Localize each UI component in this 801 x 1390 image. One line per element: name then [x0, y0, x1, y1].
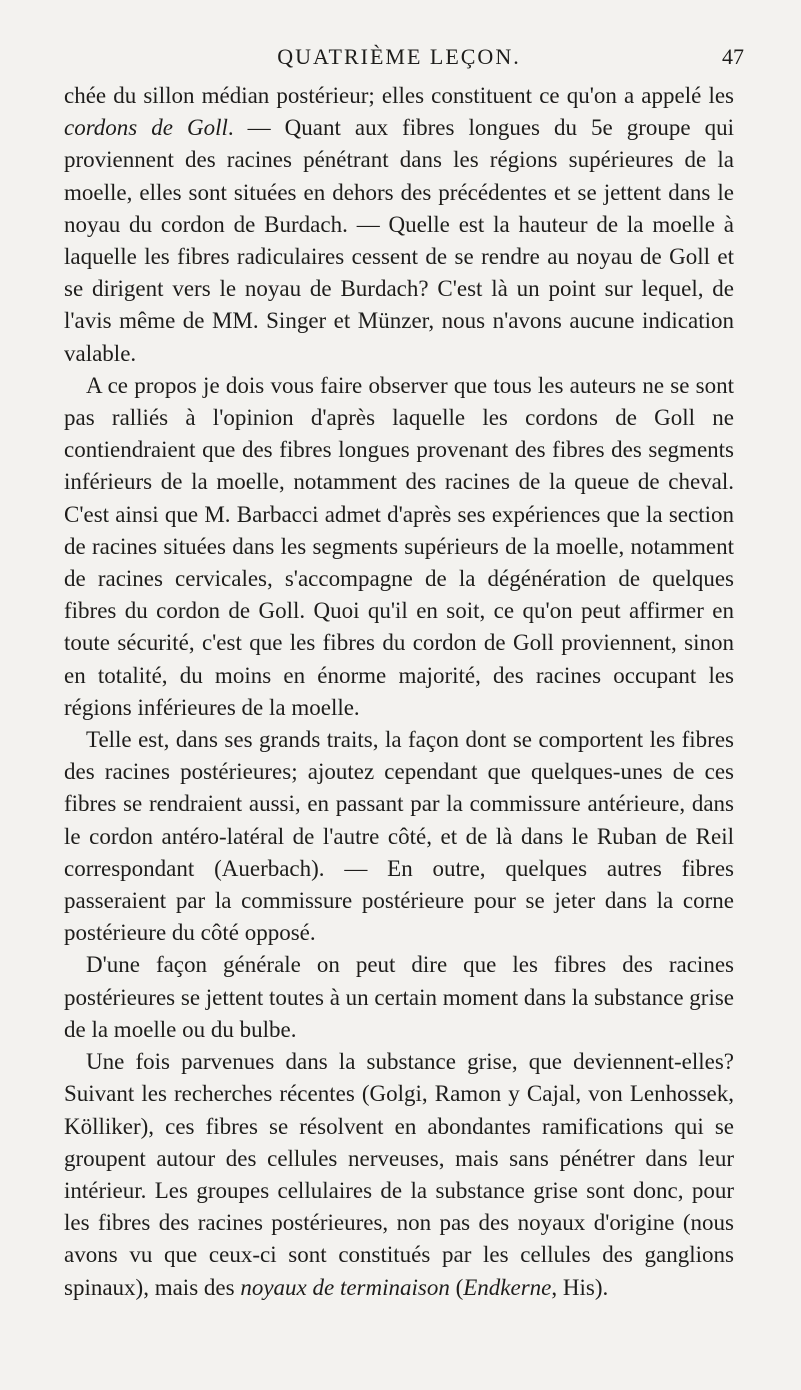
- italic-term-cordons-de-goll: cordons de Goll: [64, 115, 228, 141]
- paragraph-5-text-a: Une fois parvenues dans la substance grise, que deviennent-elles? Suivant les recherches récentes (Golgi, Ramon y Cajal, von Lenhossek, Kölliker), ces fibres se résolvent en abondantes ramifications qui se groupent autour des cellules nerveuses, mais sans pénétrer dans leur intérieur. Les groupes cellulaires de la substance grise sont donc, pour les fibres des racines postérieures, non pas des noyaux d'origine (nous avons vu que ceux-ci sont constitués par les cellules des ganglions spinaux), mais des: [64, 1049, 734, 1300]
- paragraph-5: [64, 1046, 734, 1304]
- paragraph-5-text-c: (: [449, 1274, 464, 1300]
- paragraph-1-text-a: chée du sillon médian postérieur; elles constituent ce qu'on a appelé les: [64, 83, 734, 108]
- page-number: 47: [722, 44, 744, 69]
- paragraph-4: D'une façon générale on peut dire que les fibres des racines postérieures se jettent toutes à un certain moment dans la substance grise de la moelle ou du bulbe.: [64, 952, 734, 1042]
- paragraph-5-text-e: , His).: [551, 1274, 609, 1300]
- body-text: [64, 80, 734, 1304]
- page-header: [64, 44, 744, 76]
- paragraph-1: [64, 80, 734, 370]
- italic-term-noyaux-de-terminaison: noyaux de terminaison: [240, 1274, 450, 1300]
- paragraph-2: A ce propos je dois vous faire observer que tous les auteurs ne se sont pas ralliés à l'opinion d'après laquelle les cordons de Goll ne contiendraient que des fibres longues provenant des fibres des segments inférieurs de la moelle, notamment des racines de la queue de cheval. C'est ainsi que M. Barbacci admet d'après ses expériences que la section de racines situées dans les segments supérieurs de la moelle, notamment de racines cervicales, s'accompagne de la dégénération de quelques fibres du cordon de Goll. Quoi qu'il en soit, ce qu'on peut affirmer en toute sécurité, c'est que les fibres du cordon de Goll proviennent, sinon en totalité, du moins en énorme majorité, des racines occupant les régions inférieures de la moelle.: [64, 372, 734, 720]
- running-title: QUATRIÈME LEÇON.: [277, 44, 521, 69]
- paragraph-1-text-c: . — Quant aux fibres longues du 5e groupe qui proviennent des racines pénétrant dans les régions supérieures de la moelle, elles sont situées en dehors des précédentes et se jettent dans le noyau du cordon de Burdach. — Quelle est la hauteur de la moelle à laquelle les fibres radiculaires cessent de se rendre au noyau de Goll et se dirigent vers le noyau de Burdach? C'est là un point sur lequel, de l'avis même de MM. Singer et Münzer, nous n'avons aucune indication valable.: [64, 115, 734, 366]
- italic-term-endkerne: Endkerne: [463, 1274, 552, 1300]
- paragraph-3: Telle est, dans ses grands traits, la façon dont se comportent les fibres des racines postérieures; ajoutez cependant que quelques-unes de ces fibres se rendraient aussi, en passant par la commissure antérieure, dans le cordon antéro-latéral de l'autre côté, et de là dans le Ruban de Reil correspondant (Auerbach). — En outre, quelques autres fibres passeraient par la commissure postérieure pour se jeter dans la corne postérieure du côté opposé.: [64, 727, 734, 946]
